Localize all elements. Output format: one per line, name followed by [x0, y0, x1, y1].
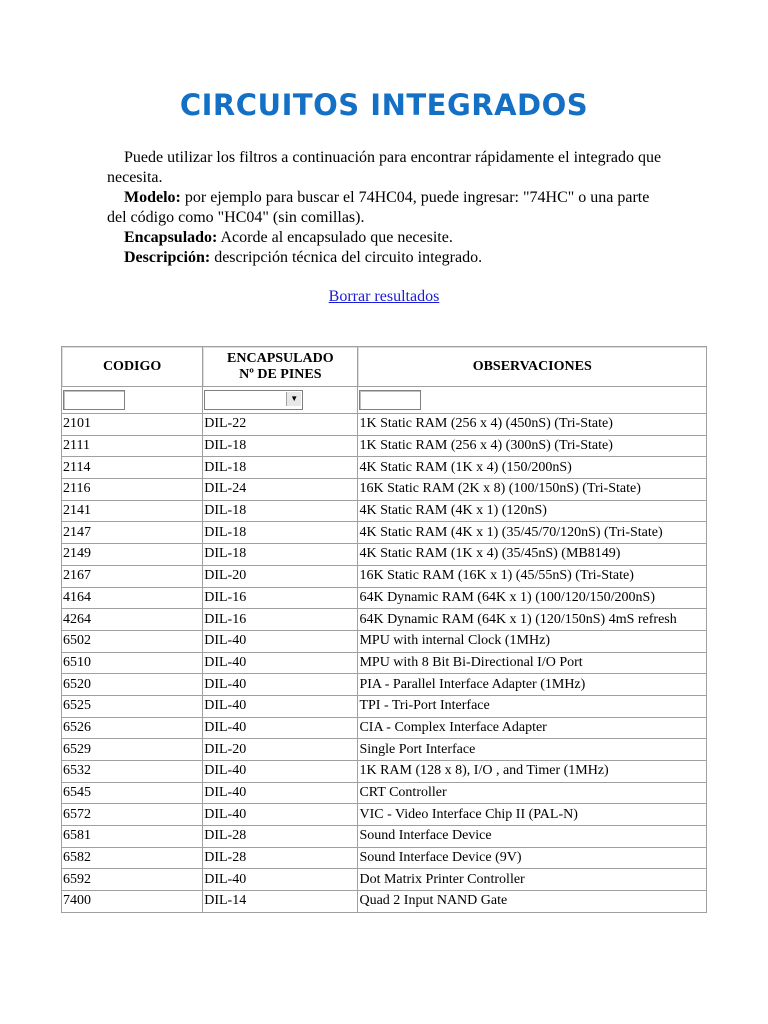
cell-notes: 1K Static RAM (256 x 4) (450nS) (Tri-State) [358, 414, 707, 436]
cell-package: DIL-28 [203, 848, 358, 870]
cell-package: DIL-40 [203, 653, 358, 675]
model-label: Modelo: [124, 189, 181, 206]
cell-code: 2149 [62, 544, 203, 566]
table-row [62, 653, 707, 675]
table-row [62, 501, 707, 523]
cell-package: DIL-18 [203, 501, 358, 523]
cell-notes: 1K RAM (128 x 8), I/O , and Timer (1MHz) [358, 761, 707, 783]
clear-results-container [0, 288, 768, 306]
cell-notes: 64K Dynamic RAM (64K x 1) (100/120/150/200nS) [358, 588, 707, 610]
description-label: Descripción: [124, 249, 211, 266]
table-row [62, 804, 707, 826]
filter-row [62, 387, 707, 414]
cell-code: 6582 [62, 848, 203, 870]
cell-code: 6525 [62, 696, 203, 718]
table-row [62, 826, 707, 848]
model-help [107, 188, 667, 228]
cell-notes: Single Port Interface [358, 739, 707, 761]
cell-notes: 4K Static RAM (1K x 4) (35/45nS) (MB8149) [358, 544, 707, 566]
cell-code: 4164 [62, 588, 203, 610]
table-row [62, 588, 707, 610]
clear-results-link[interactable]: Borrar resultados [328, 288, 440, 305]
table-row [62, 696, 707, 718]
table-row [62, 479, 707, 501]
cell-package: DIL-20 [203, 739, 358, 761]
ic-table [61, 346, 707, 913]
header-code: CODIGO [62, 347, 203, 387]
cell-notes: TPI - Tri-Port Interface [358, 696, 707, 718]
cell-code: 6510 [62, 653, 203, 675]
header-package [203, 347, 358, 387]
notes-filter-input[interactable] [359, 390, 421, 410]
package-filter-select[interactable] [204, 390, 303, 410]
cell-code: 7400 [62, 891, 203, 913]
header-notes: OBSERVACIONES [358, 347, 707, 387]
filter-cell-package [203, 387, 358, 414]
cell-package: DIL-18 [203, 522, 358, 544]
cell-notes: CIA - Complex Interface Adapter [358, 718, 707, 740]
cell-package: DIL-20 [203, 566, 358, 588]
filter-cell-code [62, 387, 203, 414]
cell-package: DIL-16 [203, 609, 358, 631]
table-row [62, 436, 707, 458]
cell-code: 6529 [62, 739, 203, 761]
cell-package: DIL-40 [203, 783, 358, 805]
cell-package: DIL-16 [203, 588, 358, 610]
cell-package: DIL-24 [203, 479, 358, 501]
package-text: Acorde al encapsulado que necesite. [220, 229, 453, 246]
cell-notes: Sound Interface Device [358, 826, 707, 848]
cell-code: 6572 [62, 804, 203, 826]
description-help [107, 248, 667, 268]
cell-package: DIL-40 [203, 631, 358, 653]
filter-cell-notes [358, 387, 707, 414]
cell-notes: Sound Interface Device (9V) [358, 848, 707, 870]
cell-package: DIL-18 [203, 544, 358, 566]
intro-paragraph: Puede utilizar los filtros a continuación para encontrar rápidamente el integrado que necesita. [107, 149, 662, 186]
cell-notes: 1K Static RAM (256 x 4) (300nS) (Tri-State) [358, 436, 707, 458]
cell-package: DIL-40 [203, 674, 358, 696]
cell-notes: 4K Static RAM (4K x 1) (120nS) [358, 501, 707, 523]
table-row [62, 566, 707, 588]
cell-code: 2114 [62, 457, 203, 479]
cell-notes: 64K Dynamic RAM (64K x 1) (120/150nS) 4mS refresh [358, 609, 707, 631]
cell-code: 6592 [62, 869, 203, 891]
cell-notes: MPU with 8 Bit Bi-Directional I/O Port [358, 653, 707, 675]
cell-notes: CRT Controller [358, 783, 707, 805]
description-text: descripción técnica del circuito integrado. [214, 249, 483, 266]
table-row [62, 414, 707, 436]
cell-notes: 16K Static RAM (16K x 1) (45/55nS) (Tri-State) [358, 566, 707, 588]
table-row [62, 457, 707, 479]
table-header-row [62, 347, 707, 387]
package-help [107, 228, 667, 248]
table-body [62, 414, 707, 913]
table-row [62, 869, 707, 891]
table-row [62, 609, 707, 631]
cell-notes: Quad 2 Input NAND Gate [358, 891, 707, 913]
table-row [62, 783, 707, 805]
dropdown-arrow-icon[interactable]: ▼ [286, 392, 301, 406]
page-title: CIRCUITOS INTEGRADOS [179, 88, 589, 122]
table-row [62, 761, 707, 783]
cell-package: DIL-40 [203, 718, 358, 740]
cell-notes: 4K Static RAM (4K x 1) (35/45/70/120nS) (Tri-State) [358, 522, 707, 544]
package-label: Encapsulado: [124, 229, 218, 246]
table-row [62, 891, 707, 913]
table-row [62, 522, 707, 544]
cell-code: 2101 [62, 414, 203, 436]
cell-package: DIL-40 [203, 869, 358, 891]
cell-package: DIL-40 [203, 761, 358, 783]
cell-code: 6532 [62, 761, 203, 783]
header-package-line1: ENCAPSULADO [227, 350, 334, 366]
cell-code: 2147 [62, 522, 203, 544]
cell-code: 6502 [62, 631, 203, 653]
cell-notes: VIC - Video Interface Chip II (PAL-N) [358, 804, 707, 826]
cell-notes: Dot Matrix Printer Controller [358, 869, 707, 891]
cell-code: 2116 [62, 479, 203, 501]
table-row [62, 631, 707, 653]
cell-notes: MPU with internal Clock (1MHz) [358, 631, 707, 653]
cell-notes: 4K Static RAM (1K x 4) (150/200nS) [358, 457, 707, 479]
cell-package: DIL-28 [203, 826, 358, 848]
table-row [62, 674, 707, 696]
cell-package: DIL-18 [203, 457, 358, 479]
intro-text-block [107, 148, 667, 268]
table-row [62, 718, 707, 740]
cell-code: 6526 [62, 718, 203, 740]
cell-code: 2111 [62, 436, 203, 458]
model-text: por ejemplo para buscar el 74HC04, puede ingresar: "74HC" o una parte del código como "HC04" (sin comillas). [107, 189, 650, 226]
cell-package: DIL-18 [203, 436, 358, 458]
cell-code: 2141 [62, 501, 203, 523]
code-filter-input[interactable] [63, 390, 125, 410]
cell-package: DIL-14 [203, 891, 358, 913]
header-package-line2: Nº DE PINES [239, 366, 322, 382]
cell-code: 2167 [62, 566, 203, 588]
cell-code: 6520 [62, 674, 203, 696]
cell-package: DIL-40 [203, 696, 358, 718]
cell-code: 6545 [62, 783, 203, 805]
cell-package: DIL-22 [203, 414, 358, 436]
cell-code: 6581 [62, 826, 203, 848]
cell-notes: PIA - Parallel Interface Adapter (1MHz) [358, 674, 707, 696]
cell-notes: 16K Static RAM (2K x 8) (100/150nS) (Tri-State) [358, 479, 707, 501]
cell-code: 4264 [62, 609, 203, 631]
cell-package: DIL-40 [203, 804, 358, 826]
table-row [62, 848, 707, 870]
table-row [62, 544, 707, 566]
table-row [62, 739, 707, 761]
